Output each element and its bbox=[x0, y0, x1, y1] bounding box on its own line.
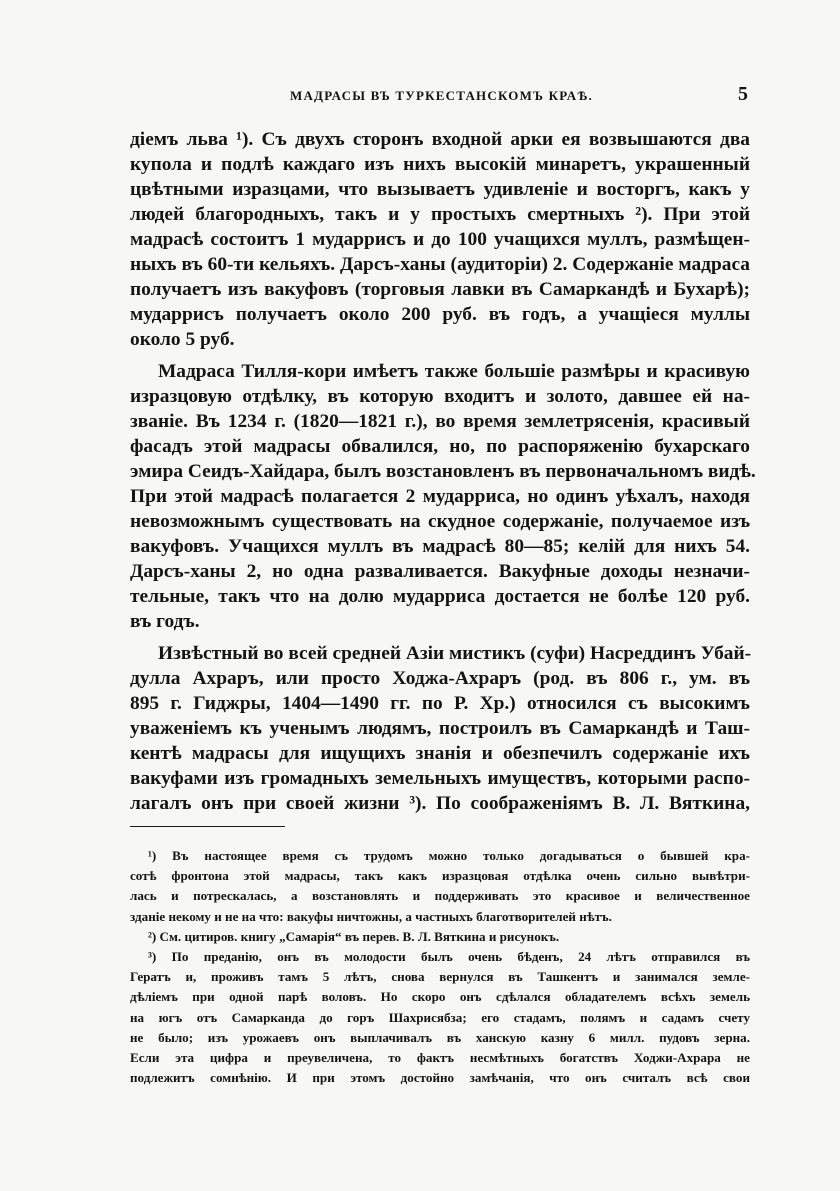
text-line: фасадъ этой мадрасы обвалился, но, по распоряженію бухарскаго bbox=[130, 436, 750, 457]
text-line: изразцовую отдѣлку, въ которую входитъ и золото, давшее ей на- bbox=[130, 386, 750, 407]
running-title: МАДРАСЫ ВЪ ТУРКЕСТАНСКОМЪ КРАѢ. bbox=[290, 88, 593, 103]
footnote-line: ²) См. цитиров. книгу „Самарія“ въ перев. В. Л. Вяткина и рисунокъ. bbox=[148, 928, 560, 944]
text-line: около 5 руб. bbox=[130, 329, 235, 350]
text-line: Извѣстный во всей средней Азіи мистикъ (суфи) Насреддинъ Убай- bbox=[158, 643, 752, 664]
footnote bbox=[130, 846, 750, 927]
paragraph bbox=[130, 641, 750, 816]
footnote-line: зданіе некому и не на что: вакуфы ничтожны, а частныхъ благотворителей нѣтъ. bbox=[130, 908, 612, 924]
text-line: 895 г. Гиджры, 1404—1490 гг. по Р. Хр.) относился съ высокимъ bbox=[130, 693, 750, 714]
text-line: мадрасѣ состоитъ 1 мударрисъ и до 100 учащихся муллъ, размѣщен- bbox=[130, 229, 750, 250]
paragraph-gap bbox=[130, 634, 750, 641]
footnote-line: подлежитъ сомнѣнію. И при этомъ достойно замѣчанія, что онъ считалъ всѣ свои bbox=[130, 1070, 750, 1086]
text-line: купола и подлѣ каждаго изъ нихъ высокій минаретъ, украшенный bbox=[130, 154, 750, 175]
text-line: Дарсъ-ханы 2, но одна разваливается. Вакуфные доходы незначи- bbox=[130, 561, 750, 582]
footnote-line: не было; изъ урожаевъ онъ выплачивалъ въ ханскую казну 6 милл. пудовъ зерна. bbox=[130, 1029, 750, 1045]
text-line: При этой мадрасѣ полагается 2 мударриса, но одинъ уѣхалъ, находя bbox=[130, 486, 750, 507]
text-line: тельные, такъ что на долю мударриса достается не болѣе 120 руб. bbox=[130, 586, 750, 607]
text-line: въ годъ. bbox=[130, 611, 200, 632]
footnotes bbox=[130, 846, 750, 1088]
text-line: лагалъ онъ при своей жизни ³). По соображеніямъ В. Л. Вяткина, bbox=[130, 793, 750, 814]
text-line: званіе. Въ 1234 г. (1820—1821 г.), во время землетрясенія, красивый bbox=[130, 411, 750, 432]
text-line: діемъ льва ¹). Съ двухъ сторонъ входной арки ея возвышаются два bbox=[130, 129, 750, 150]
text-line: вакуфами изъ громадныхъ земельныхъ имуществъ, которыми распо- bbox=[130, 768, 750, 789]
footnote-line: Гератъ и, проживъ тамъ 5 лѣтъ, снова вернулся въ Ташкентъ и занимался земле- bbox=[130, 969, 750, 985]
text-line: невозможнымъ существовать на скудное содержаніе, получаемое изъ bbox=[130, 511, 750, 532]
paragraph bbox=[130, 359, 756, 634]
text-line: дулла Ахраръ, или просто Ходжа-Ахраръ (род. въ 806 г., ум. въ bbox=[130, 668, 750, 689]
footnote-line: на югъ отъ Самарканда до горъ Шахрисябза; его стадамъ, полямъ и садамъ счету bbox=[130, 1009, 750, 1025]
text-line: Мадраса Тилля-кори имѣетъ также большіе размѣры и красивую bbox=[158, 361, 750, 382]
paragraph bbox=[130, 127, 750, 352]
footnote-line: сотѣ фронтона этой мадрасы, такъ какъ изразцовая отдѣлка очень сильно вывѣтри- bbox=[130, 868, 750, 884]
text-line: ныхъ въ 60-ти кельяхъ. Дарсъ-ханы (аудиторіи) 2. Содержаніе мадраса bbox=[130, 254, 750, 275]
footnote-divider bbox=[130, 826, 285, 827]
footnote-line: Если эта цифра и преувеличена, то фактъ несмѣтныхъ богатствъ Ходжи-Ахрара не bbox=[130, 1049, 750, 1065]
footnote-line: дѣліемъ при одной парѣ воловъ. Но скоро онъ сдѣлался обладателемъ всѣхъ земель bbox=[130, 989, 750, 1005]
page-number: 5 bbox=[738, 83, 748, 105]
main-text bbox=[130, 127, 756, 816]
footnote-line: ³) По преданію, онъ въ молодости былъ очень бѣденъ, 24 лѣтъ отправился въ bbox=[148, 948, 750, 964]
text-line: людей благородныхъ, такъ и у простыхъ смертныхъ ²). При этой bbox=[130, 204, 750, 225]
text-line: мударрисъ получаетъ около 200 руб. въ годъ, а учащіеся муллы bbox=[130, 304, 750, 325]
text-line: эмира Сеидъ-Хайдара, былъ возстановленъ въ первоначальномъ видѣ. bbox=[130, 461, 756, 482]
paragraph-gap bbox=[130, 352, 750, 359]
text-line: цвѣтными изразцами, что вызываетъ удивленіе и восторгъ, какъ у bbox=[130, 179, 750, 200]
footnote-line: ¹) Въ настоящее время съ трудомъ можно только догадываться о бывшей кра- bbox=[148, 848, 750, 863]
text-line: вакуфовъ. Учащихся муллъ въ мадрасѣ 80—85; келій для нихъ 54. bbox=[130, 536, 750, 557]
footnote-line: лась и потрескалась, а возстановлять и поддерживать это красивое и величественное bbox=[130, 888, 750, 904]
text-line: уваженіемъ къ ученымъ людямъ, построилъ въ Самаркандѣ и Таш- bbox=[130, 718, 750, 739]
footnote bbox=[130, 927, 750, 947]
text-line: получаетъ изъ вакуфовъ (торговыя лавки въ Самаркандѣ и Бухарѣ); bbox=[130, 279, 750, 300]
text-line: кентѣ мадрасы для ищущихъ знанія и обезпечилъ содержаніе ихъ bbox=[130, 743, 750, 764]
footnote bbox=[130, 947, 750, 1088]
